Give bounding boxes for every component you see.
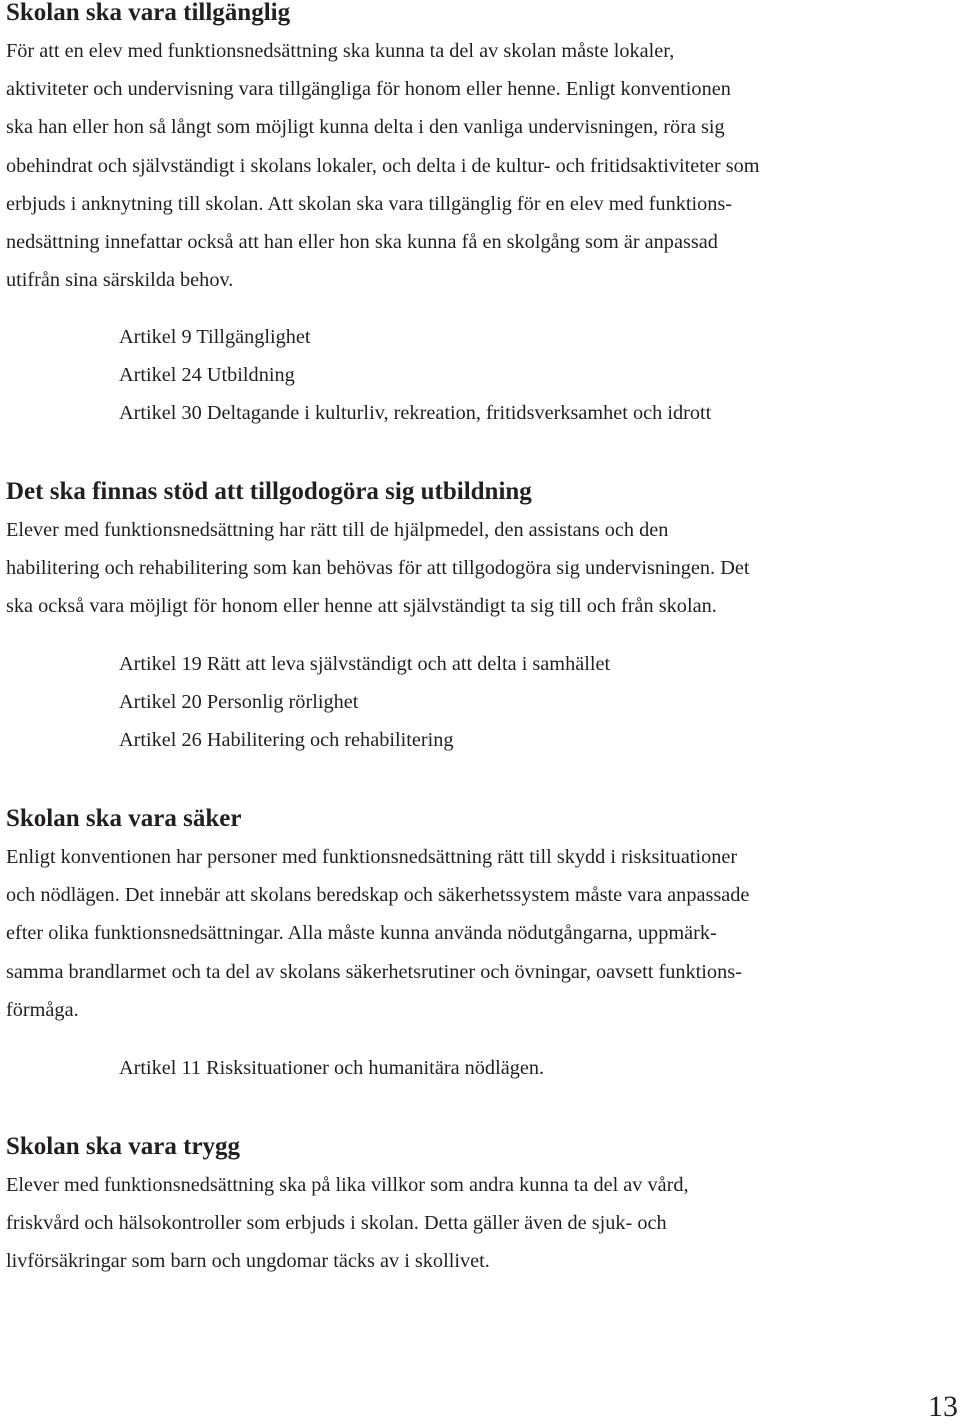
body-line: ska också vara möjligt för honom eller henne att självständigt ta sig till och från skolan. bbox=[6, 595, 717, 618]
section-heading: Det ska finnas stöd att tillgodogöra sig utbildning bbox=[6, 478, 532, 505]
body-line: efter olika funktionsnedsättningar. Alla måste kunna använda nödutgångarna, uppmärk- bbox=[6, 922, 717, 945]
body-line: habilitering och rehabilitering som kan behövas för att tillgodogöra sig undervisningen. Det bbox=[6, 557, 750, 580]
body-line: obehindrat och självständigt i skolans lokaler, och delta i de kultur- och fritidsaktiviteter som bbox=[6, 154, 760, 177]
body-line: Elever med funktionsnedsättning ska på lika villkor som andra kunna ta del av vård, bbox=[6, 1174, 689, 1196]
body-line: Elever med funktionsnedsättning har rätt till de hjälpmedel, den assistans och den bbox=[6, 519, 669, 541]
section-body bbox=[6, 511, 936, 626]
section-body bbox=[6, 32, 936, 299]
article-reference: Artikel 20 Personlig rörlighet bbox=[119, 691, 359, 714]
section-body bbox=[6, 1166, 936, 1281]
section-heading: Skolan ska vara tillgänglig bbox=[6, 0, 291, 26]
article-reference: Artikel 26 Habilitering och rehabilitering bbox=[119, 729, 454, 752]
section-heading: Skolan ska vara säker bbox=[6, 805, 242, 832]
article-references bbox=[6, 318, 960, 433]
body-line: samma brandlarmet och ta del av skolans säkerhetsrutiner och övningar, oavsett funktions- bbox=[6, 960, 742, 983]
body-line: livförsäkringar som barn och ungdomar täcks av i skollivet. bbox=[6, 1250, 490, 1273]
body-line: utifrån sina särskilda behov. bbox=[6, 269, 234, 292]
article-reference: Artikel 24 Utbildning bbox=[119, 364, 295, 387]
body-line: Enligt konventionen har personer med funktionsnedsättning rätt till skydd i risksituationer bbox=[6, 846, 738, 868]
section-support bbox=[6, 473, 936, 626]
article-references bbox=[6, 1049, 960, 1087]
body-line: förmåga. bbox=[6, 998, 79, 1021]
body-line: friskvård och hälsokontroller som erbjuds i skolan. Detta gäller även de sjuk- och bbox=[6, 1212, 667, 1235]
body-line: ska han eller hon så långt som möjligt kunna delta i den vanliga undervisningen, röra sig bbox=[6, 116, 725, 139]
section-security bbox=[6, 1128, 936, 1281]
body-line: aktiviteter och undervisning vara tillgängliga för honom eller henne. Enligt konventionen bbox=[6, 78, 731, 101]
body-line: och nödlägen. Det innebär att skolans beredskap och säkerhetssystem måste vara anpassade bbox=[6, 884, 750, 907]
article-reference: Artikel 30 Deltagande i kulturliv, rekreation, fritidsverksamhet och idrott bbox=[119, 402, 712, 425]
body-line: nedsättning innefattar också att han eller hon ska kunna få en skolgång som är anpassad bbox=[6, 231, 718, 254]
article-references bbox=[6, 645, 960, 760]
section-accessibility bbox=[6, 0, 936, 299]
body-line: erbjuds i anknytning till skolan. Att skolan ska vara tillgänglig för en elev med funktions- bbox=[6, 192, 733, 215]
page-number: 13 bbox=[928, 1390, 958, 1423]
section-safety bbox=[6, 800, 936, 1029]
section-body bbox=[6, 838, 936, 1029]
article-reference: Artikel 19 Rätt att leva självständigt och att delta i samhället bbox=[119, 653, 611, 675]
article-reference: Artikel 11 Risksituationer och humanitära nödlägen. bbox=[119, 1057, 545, 1079]
section-heading: Skolan ska vara trygg bbox=[6, 1133, 241, 1160]
article-reference: Artikel 9 Tillgänglighet bbox=[119, 326, 311, 348]
body-line: För att en elev med funktionsnedsättning ska kunna ta del av skolan måste lokaler, bbox=[6, 40, 675, 62]
